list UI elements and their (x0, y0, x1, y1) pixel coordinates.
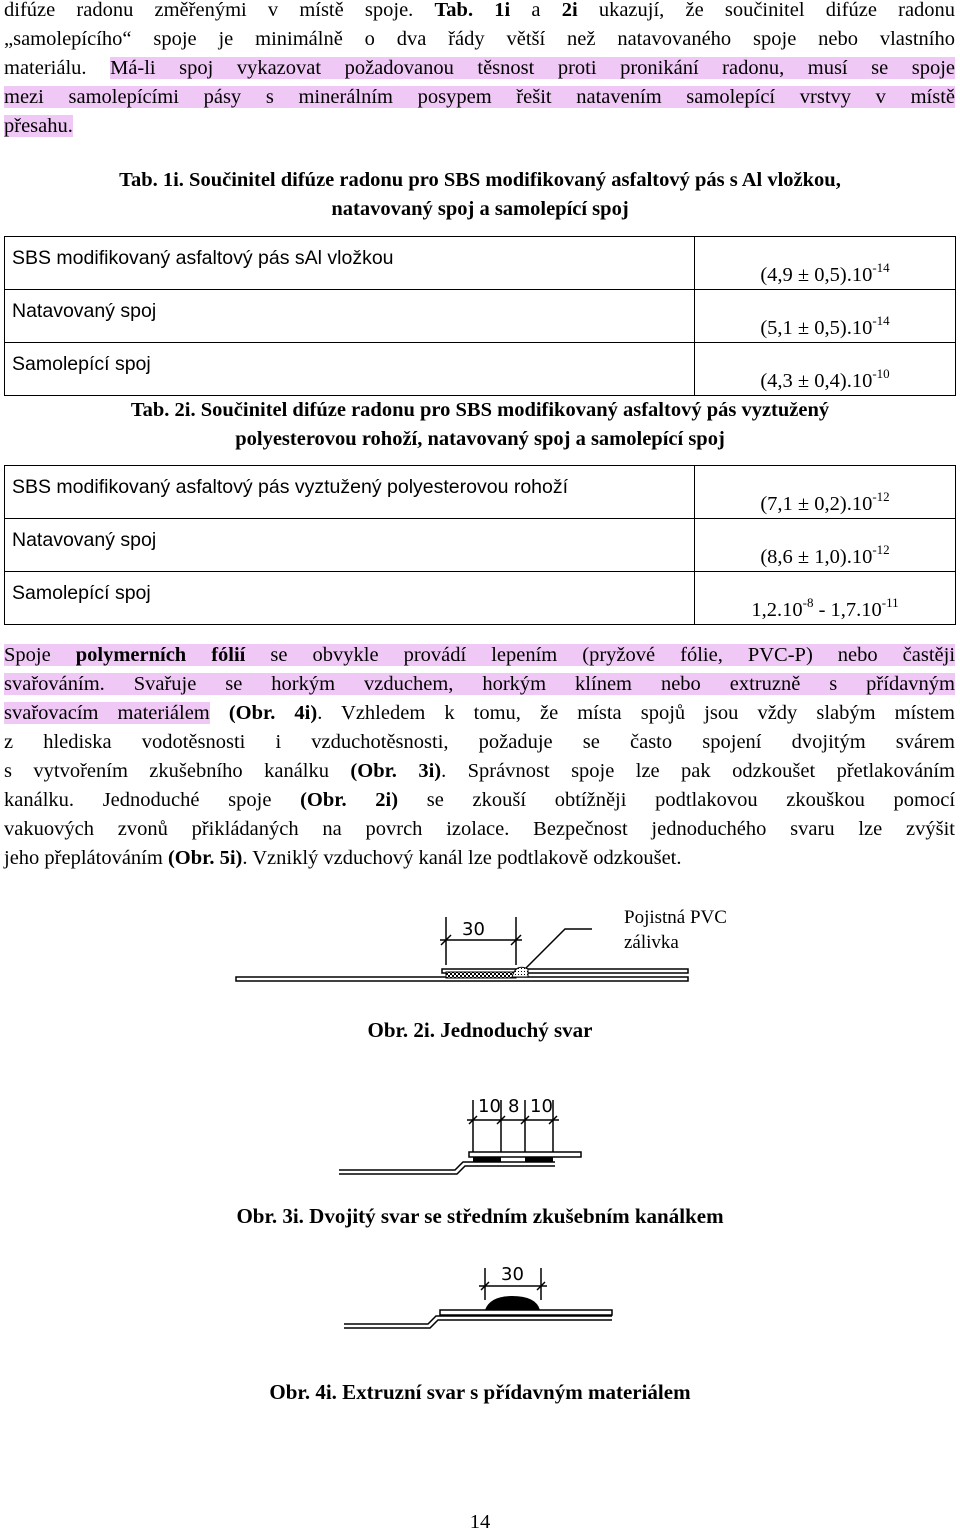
weld-left (473, 1157, 501, 1162)
fig4-caption: Obr. 4i. Extruzní svar s přídavným materiálem (269, 1380, 691, 1404)
welding-line-8: jeho přeplátováním (Obr. 5i). Vzniklý vzduchový kanál lze podtlakově odzkoušet. (4, 847, 682, 869)
tab2-caption-line-2: polyesterovou rohoží, natavovaný spoj a samolepící spoj (235, 428, 725, 450)
table-row (5, 237, 956, 290)
tab2-caption-line-1: Tab. 2i. Součinitel difúze radonu pro SBS modifikovaný asfaltový pás vyztužený (130, 399, 830, 421)
sealant-label-line-2: zálivka (624, 932, 679, 953)
intro-line-3: materiálu. Má-li spoj vykazovat požadovanou těsnost proti pronikání radonu, musí se spoje (4, 57, 956, 79)
weld-zone (446, 972, 516, 978)
intro-line-1: difúze radonu změřenými v místě spoje. Tab. 1i a 2i ukazují, že součinitel difúze radonu (4, 0, 956, 21)
sealant-label-line-1: Pojistná PVC (624, 907, 727, 928)
table-cell-label: Samolepící spoj (5, 572, 695, 625)
top-sheet (440, 1310, 612, 1315)
page-number: 14 (469, 1511, 491, 1533)
table-row (5, 466, 956, 519)
intro-line-5: přesahu. (4, 115, 73, 137)
table-row (5, 343, 956, 396)
welding-line-4: z hlediska vodotěsnosti i vzduchotěsnosti, požaduje se často spojení dvojitým svárem (4, 731, 955, 753)
top-sheet (469, 1152, 581, 1157)
table-cell-label: SBS modifikovaný asfaltový pás vyztužený polyesterovou rohoží (5, 466, 695, 519)
welding-line-3: svařovacím materiálem (Obr. 4i). Vzhledem k tomu, že místa spojů jsou vždy slabým místem (4, 702, 955, 724)
table-row (5, 290, 956, 343)
table-cell-label: Natavovaný spoj (5, 519, 695, 572)
fig2-caption: Obr. 2i. Jednoduchý svar (367, 1018, 593, 1042)
table-cell-value: $(8,6 \pm 1,0).10^{-12}$ (695, 519, 956, 572)
tab2-table (4, 465, 956, 625)
welding-line-5: s vytvořením zkušebního kanálku (Obr. 3i). Správnost spoje lze pak odzkoušet přetlakováním (4, 760, 956, 782)
table-row (5, 519, 956, 572)
tab2-caption (0, 396, 960, 454)
dimension-label-2: 8 (508, 1096, 520, 1117)
extruded-bead (485, 1296, 540, 1310)
dimension-label: 30 (501, 1264, 524, 1285)
welding-line-1: Spoje polymerních fólií se obvykle provádí lepením (pryžové fólie, PVC-P) nebo častěji (4, 644, 956, 666)
extrusion-weld-diagram (340, 1260, 620, 1340)
tab1-caption-line-1: Tab. 1i. Součinitel difúze radonu pro SBS modifikovaný asfaltový pás s Al vložkou, (119, 169, 841, 191)
welding-paragraph (4, 641, 955, 873)
welding-line-7: vakuových zvonů přikládaných na povrch izolace. Bezpečnost jednoduchého svaru lze zvýšit (4, 818, 955, 840)
table-cell-label: Samolepící spoj (5, 343, 695, 396)
tab1-table (4, 236, 956, 396)
dimension-label-1: 10 (478, 1096, 501, 1117)
sealant-label (624, 905, 727, 955)
table-cell-value: $(7,1 \pm 0,2).10^{-12}$ (695, 466, 956, 519)
tab1-caption-line-2: natavovaný spoj a samolepící spoj (331, 198, 629, 220)
table-cell-value: $(4,3 \pm 0,4).10^{-10}$ (695, 343, 956, 396)
welding-line-2: svařováním. Svařuje se horkým vzduchem, horkým klínem nebo extruzně s přídavným (4, 673, 955, 695)
intro-line-2: „samolepícího“ spoje je minimálně o dva řády větší než natavovaného spoje nebo vlastního (4, 28, 955, 50)
tab1-caption (0, 166, 960, 224)
double-weld-diagram (335, 1090, 625, 1180)
intro-line-4: mezi samolepícími pásy s minerálním posypem řešit natavením samolepící vrstvy v místě (4, 86, 955, 108)
dimension-label: 30 (462, 919, 485, 940)
table-cell-label: SBS modifikovaný asfaltový pás sAl vložkou (5, 237, 695, 290)
dimension-label-3: 10 (530, 1096, 553, 1117)
table-cell-value: $(4,9 \pm 0,5).10^{-14}$ (695, 237, 956, 290)
fig3-caption: Obr. 3i. Dvojitý svar se středním zkušebním kanálkem (236, 1204, 724, 1228)
weld-right (525, 1157, 553, 1162)
table-cell-label: Natavovaný spoj (5, 290, 695, 343)
welding-line-6: kanálku. Jednoduché spoje (Obr. 2i) se zkouší obtížněji podtlakovou zkouškou pomocí (4, 789, 956, 811)
table-cell-value: $(5,1 \pm 0,5).10^{-14}$ (695, 290, 956, 343)
table-cell-value: $1,2.10^{-8} - 1,7.10^{-11}$ (695, 572, 956, 625)
leader-line (526, 929, 592, 968)
intro-paragraph (4, 0, 955, 141)
table-row (5, 572, 956, 625)
